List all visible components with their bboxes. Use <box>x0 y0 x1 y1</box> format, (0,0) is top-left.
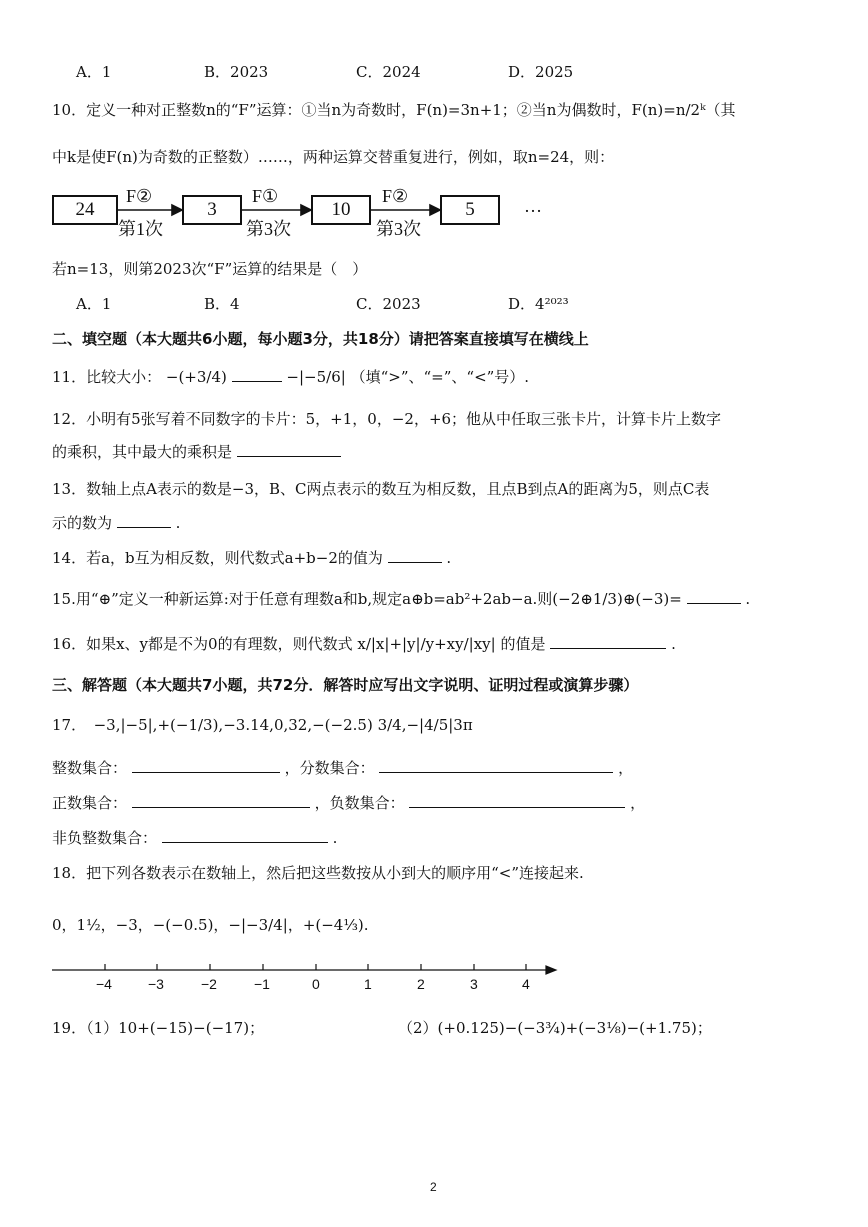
q17-sets-row1 <box>52 757 633 779</box>
q10-question: 若n=13，则第2023次“F”运算的结果是（ ） <box>52 260 368 278</box>
tick-label: −3 <box>148 976 164 992</box>
q13-answer-blank[interactable] <box>117 527 171 528</box>
flow-arrowhead-2 <box>301 205 311 215</box>
q19-part1: 19．（1）10+(−15)−(−17)； <box>52 1019 265 1037</box>
q16-end: . <box>671 635 676 653</box>
q13-line2-text: 示的数为 <box>52 514 113 532</box>
section-2-heading: 二、填空题（本大题共6小题，每小题3分，共18分）请把答案直接填写在横线上 <box>52 330 589 348</box>
row2-end: ， <box>630 794 646 812</box>
q9-option-d: D．2025 <box>508 63 574 81</box>
q14-end: . <box>446 549 452 567</box>
q17-line: 17． −3,|−5|,+(−1/3),−3.14,0,32,−(−2.5) 3/4,−|4/5|3π <box>52 716 473 734</box>
negative-set-label: ，负数集合： <box>314 794 405 812</box>
tick-label: 4 <box>522 976 530 992</box>
q9-option-a: A．1 <box>76 63 112 81</box>
fraction-set-blank[interactable] <box>379 772 613 773</box>
flow-ellipsis: … <box>524 196 542 216</box>
flow-arrowhead-1 <box>172 205 182 215</box>
q13-line2 <box>52 512 180 534</box>
flow-arrow-3-top: F② <box>382 186 409 206</box>
q11-expr2: −|−5/6| <box>286 368 346 386</box>
q9-option-b: B．2023 <box>204 63 269 81</box>
q11-answer-blank[interactable] <box>232 381 282 382</box>
negative-set-blank[interactable] <box>409 807 625 808</box>
q16-expr: x/|x|+|y|/y+xy/|xy| <box>357 635 496 653</box>
fraction-set-label: ，分数集合： <box>284 759 375 777</box>
flow-arrow-1-top: F② <box>126 186 153 206</box>
q15-answer-blank[interactable] <box>687 603 741 604</box>
tick-label: 2 <box>417 976 425 992</box>
q10-line2: 中k是使F(n)为奇数的正整数）……，两种运算交替重复进行，例如，取n=24，则： <box>52 148 615 166</box>
q10-option-a: A．1 <box>76 295 112 313</box>
q10-option-b: B．4 <box>204 295 240 313</box>
q16-prefix: 16．如果x、y都是不为0的有理数，则代数式 <box>52 635 353 653</box>
q14-text: 14．若a，b互为相反数，则代数式a+b−2的值为 <box>52 549 383 567</box>
section-3-heading: 三、解答题（本大题共7小题，共72分．解答时应写出文字说明、证明过程或演算步骤） <box>52 676 639 694</box>
q14 <box>52 547 451 569</box>
number-line-arrow <box>546 966 556 974</box>
flow-box-2: 3 <box>182 195 242 225</box>
q16 <box>52 633 676 655</box>
q19-part2: （2）(+0.125)−(−3¾)+(−3⅛)−(+1.75)； <box>398 1019 712 1037</box>
q12-line1: 12．小明有5张写着不同数字的卡片：5，+1，0，−2，+6；他从中任取三张卡片，计算卡片上数字 <box>52 410 722 428</box>
q9-option-c: C．2024 <box>356 63 421 81</box>
flow-box-3: 10 <box>311 195 371 225</box>
positive-set-label: 正数集合： <box>52 794 128 812</box>
row3-end: . <box>332 829 338 847</box>
tick-label: −1 <box>254 976 270 992</box>
q11-suffix: （填“>”、“=”、“<”号）. <box>350 368 530 386</box>
nonneg-integer-set-label: 非负整数集合： <box>52 829 158 847</box>
q11-prefix: 11．比较大小： <box>52 368 162 386</box>
q11-expr1: −(+3/4) <box>165 368 227 386</box>
tick-label: −4 <box>96 976 112 992</box>
q13-line1: 13．数轴上点A表示的数是−3，B、C两点表示的数互为相反数，且点B到点A的距离为5，则点C表 <box>52 480 710 498</box>
positive-set-blank[interactable] <box>132 807 310 808</box>
tick-label: 1 <box>364 976 372 992</box>
q16-suffix: 的值是 <box>500 635 546 653</box>
flow-box-1: 24 <box>52 195 118 225</box>
q14-answer-blank[interactable] <box>388 562 442 563</box>
q17-sets-row3 <box>52 827 337 849</box>
row1-end: ， <box>618 759 634 777</box>
number-line <box>0 950 868 1010</box>
q17-sets-row2 <box>52 792 645 814</box>
q16-answer-blank[interactable] <box>550 648 666 649</box>
flow-arrow-2-bottom: 第3次 <box>246 219 291 239</box>
flow-arrow-3-bottom: 第3次 <box>376 219 421 239</box>
flow-box-4: 5 <box>440 195 500 225</box>
q15 <box>52 588 750 610</box>
q10-option-c: C．2023 <box>356 295 421 313</box>
q10-line1: 10．定义一种对正整数n的“F”运算：①当n为奇数时，F(n)=3n+1；②当n为偶数时，F(n)=n/2ᵏ（其 <box>52 101 736 119</box>
q15-text: 15.用“⊕”定义一种新运算:对于任意有理数a和b,规定a⊕b=ab²+2ab−a.则(−2⊕1/3)⊕(−3)= <box>52 590 682 608</box>
flow-arrow-1-bottom: 第1次 <box>118 219 163 239</box>
flow-arrow-2-top: F① <box>252 186 279 206</box>
tick-label: 0 <box>312 976 320 992</box>
page-number: 2 <box>430 1180 437 1194</box>
tick-label: −2 <box>201 976 217 992</box>
q15-end: . <box>745 590 751 608</box>
integer-set-label: 整数集合： <box>52 759 128 777</box>
q11 <box>52 366 529 388</box>
q12-line2 <box>52 441 341 463</box>
flow-arrowhead-3 <box>430 205 440 215</box>
q10-option-d: D．4²⁰²³ <box>508 295 569 313</box>
integer-set-blank[interactable] <box>132 772 280 773</box>
nonneg-integer-set-blank[interactable] <box>162 842 328 843</box>
q18-numbers: 0，1½，−3，−(−0.5)，−|−3/4|，+(−4⅓). <box>52 916 369 934</box>
q12-answer-blank[interactable] <box>237 456 341 457</box>
q12-line2-text: 的乘积，其中最大的乘积是 <box>52 443 233 461</box>
q18-line1: 18．把下列各数表示在数轴上，然后把这些数按从小到大的顺序用“<”连接起来. <box>52 864 584 882</box>
tick-label: 3 <box>470 976 478 992</box>
q13-end: . <box>175 514 181 532</box>
